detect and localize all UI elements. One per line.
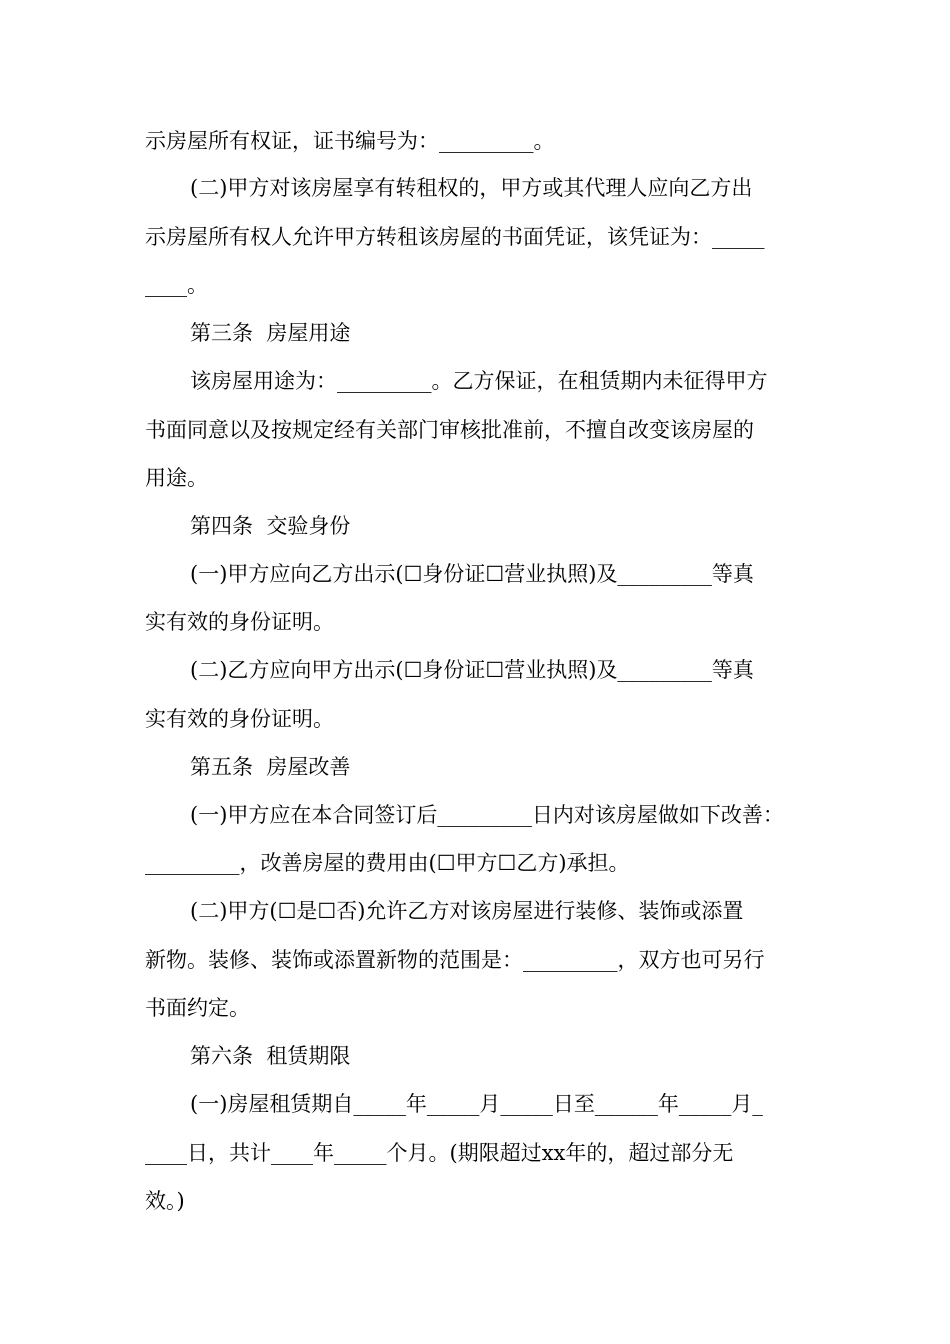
section-heading-3: 第三条 房屋用途: [190, 321, 351, 345]
text-line-7: 书面同意以及按规定经有关部门审核批准前，不擅自改变该房屋的: [145, 418, 754, 442]
text-line-12: (二)乙方应向甲方出示(☐身份证☐营业执照)及_________等真: [190, 658, 754, 682]
text-line-8: 用途。: [145, 466, 208, 490]
text-line-2: (二)甲方对该房屋享有转租权的，甲方或其代理人应向乙方出: [190, 176, 753, 200]
text-line-13: 实有效的身份证明。: [145, 707, 334, 731]
section-heading-4: 第四条 交验身份: [190, 514, 351, 538]
text-line-23: 效。): [145, 1189, 185, 1213]
text-line-6: 该房屋用途为：_________。乙方保证，在租赁期内未征得甲方: [190, 369, 768, 393]
text-line-22: ____日，共计____年_____个月。(期限超过xx年的，超过部分无: [145, 1141, 734, 1165]
text-line-17: (二)甲方(☐是☐否)允许乙方对该房屋进行装修、装饰或添置: [190, 899, 744, 923]
text-line-3: 示房屋所有权人允许甲方转租该房屋的书面凭证，该凭证为：_____: [145, 225, 765, 249]
text-line-1: 示房屋所有权证，证书编号为：_________。: [145, 129, 555, 153]
text-line-21: (一)房屋租赁期自_____年_____月_____日至______年_____月_: [190, 1092, 763, 1116]
text-line-19: 书面约定。: [145, 996, 250, 1020]
text-line-4: ____。: [145, 273, 208, 297]
text-line-11: 实有效的身份证明。: [145, 610, 334, 634]
text-line-15: (一)甲方应在本合同签订后_________日内对该房屋做如下改善：: [190, 803, 784, 827]
section-heading-5: 第五条 房屋改善: [190, 755, 351, 779]
text-line-16: _________，改善房屋的费用由(☐甲方☐乙方)承担。: [145, 851, 630, 875]
text-line-10: (一)甲方应向乙方出示(☐身份证☐营业执照)及_________等真: [190, 562, 754, 586]
text-line-18: 新物。装修、装饰或添置新物的范围是：_________，双方也可另行: [145, 948, 765, 972]
section-heading-6: 第六条 租赁期限: [190, 1044, 351, 1068]
